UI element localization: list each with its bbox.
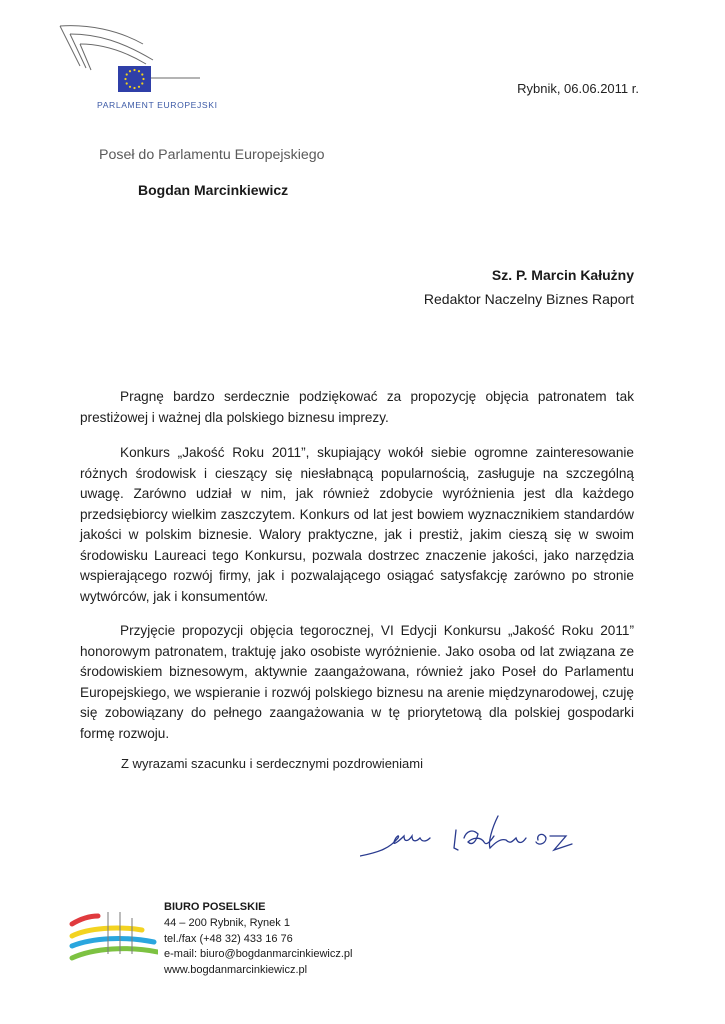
office-address: 44 – 200 Rybnik, Rynek 1 [164, 916, 290, 929]
office-phone: tel./fax (+48 32) 433 16 76 [164, 932, 293, 945]
body-paragraph-1: Pragnę bardzo serdecznie podziękować za propozycję objęcia patronatem tak prestiżowej i ważnej dla polskiego biznesu imprezy. [80, 389, 634, 425]
european-parliament-logo [58, 22, 208, 102]
office-website[interactable]: www.bogdanmarcinkiewicz.pl [164, 964, 308, 977]
handwritten-signature [360, 808, 590, 868]
recipient-name: Sz. P. Marcin Kałużny [491, 267, 634, 283]
closing-line: Z wyrazami szacunku i serdecznymi pozdrowieniami [121, 756, 423, 771]
sender-title: Poseł do Parlamentu Europejskiego [99, 147, 325, 163]
office-email[interactable]: e-mail: biuro@bogdanmarcinkiewicz.pl [164, 948, 353, 961]
letter-date: Rybnik, 06.06.2011 r. [517, 81, 639, 96]
body-paragraph-3: Przyjęcie propozycji objęcia tegorocznej, VI Edycji Konkursu „Jakość Roku 2011” honorowym patronatem, traktuję jako osobiste wyróżnienie. Jako osoba od lat związana ze środowiskiem biznesowym, aktywnie zaangażowana, również jako Poseł do Parlamentu Europejskiego, we wspieranie i rozwój polskiego biznesu na arenie międzynarodowej, czuję się zobowiązany do pełnego zaangażowania w tę priorytetową dla polskiej gospodarki formę rozwoju. [80, 623, 634, 741]
recipient-role: Redaktor Naczelny Biznes Raport [423, 291, 634, 307]
office-contact-block [164, 900, 352, 979]
body-paragraph-2: Konkurs „Jakość Roku 2011”, skupiający wokół siebie ogromne zainteresowanie różnych środowisk i cieszący się niesłabnącą popularnością, zasługuje na szczególną uwagę. Zarówno udział w nim, jak również zdobycie wyróżnienia jest dla każdego przedsiębiorcy wielkim zaszczytem. Konkurs od lat jest bowiem wyznacznikiem standardów jakości w polskim biznesie. Walory praktyczne, jak i prestiż, jakim cieszą się w swoim środowisku Laureaci tego Konkursu, pozwala dostrzec znaczenie jakości, jako narzędzia wspierającego rozwój firmy, jak i pozwalającego osiągać satysfakcję zarówno po stronie wytwórców, jak i konsumentów. [80, 445, 634, 604]
office-logo [68, 910, 158, 968]
institution-label: PARLAMENT EUROPEJSKI [97, 100, 218, 110]
sender-name: Bogdan Marcinkiewicz [138, 182, 289, 198]
office-title: BIURO POSELSKIE [164, 901, 266, 913]
